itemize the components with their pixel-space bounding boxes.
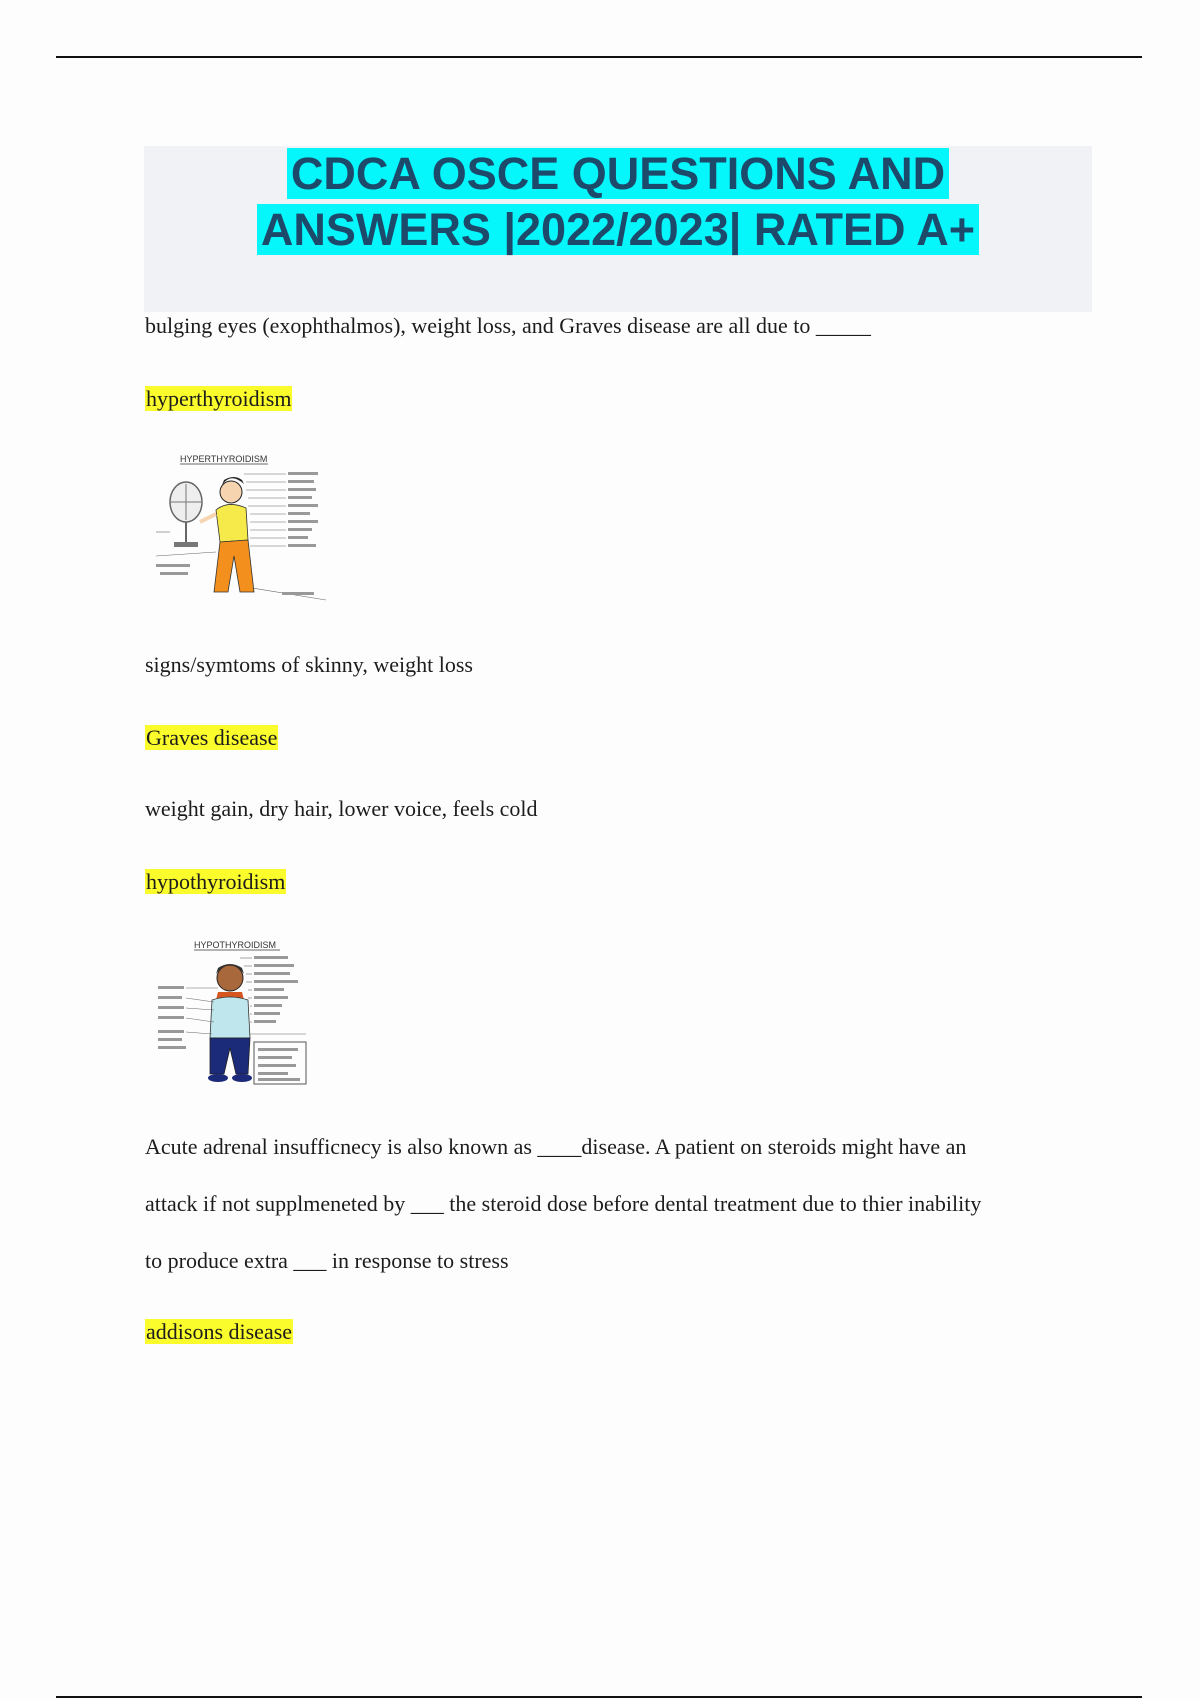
question-text: weight gain, dry hair, lower voice, feels cold (145, 796, 538, 821)
hypothyroidism-caption: HYPOTHYROIDISM (194, 940, 277, 950)
document-title (144, 146, 1092, 258)
hyperthyroidism-caption: HYPERTHYROIDISM (180, 454, 268, 464)
answer-text: addisons disease (146, 1319, 293, 1344)
hypothyroidism-illustration (156, 938, 320, 1090)
hyperthyroidism-illustration (156, 452, 332, 608)
title-line-1: CDCA OSCE QUESTIONS AND (287, 148, 949, 199)
answer-text: hypothyroidism (146, 869, 286, 894)
answer-text: hyperthyroidism (146, 386, 292, 411)
title-line-2: ANSWERS |2022/2023| RATED A+ (257, 204, 979, 255)
top-rule (56, 56, 1142, 58)
question-line: Acute adrenal insufficnecy is also known as ____disease. A patient on steroids might have an (145, 1134, 967, 1159)
question-text: bulging eyes (exophthalmos), weight loss, and Graves disease are all due to _____ (145, 313, 871, 338)
question-line: to produce extra ___ in response to stress (145, 1248, 509, 1273)
question-line: attack if not supplmeneted by ___ the steroid dose before dental treatment due to thier inability (145, 1191, 982, 1216)
bottom-rule (56, 1696, 1142, 1698)
question-text: signs/symtoms of skinny, weight loss (145, 652, 473, 677)
question-paragraph (145, 1118, 1085, 1289)
answer-text: Graves disease (146, 725, 278, 750)
